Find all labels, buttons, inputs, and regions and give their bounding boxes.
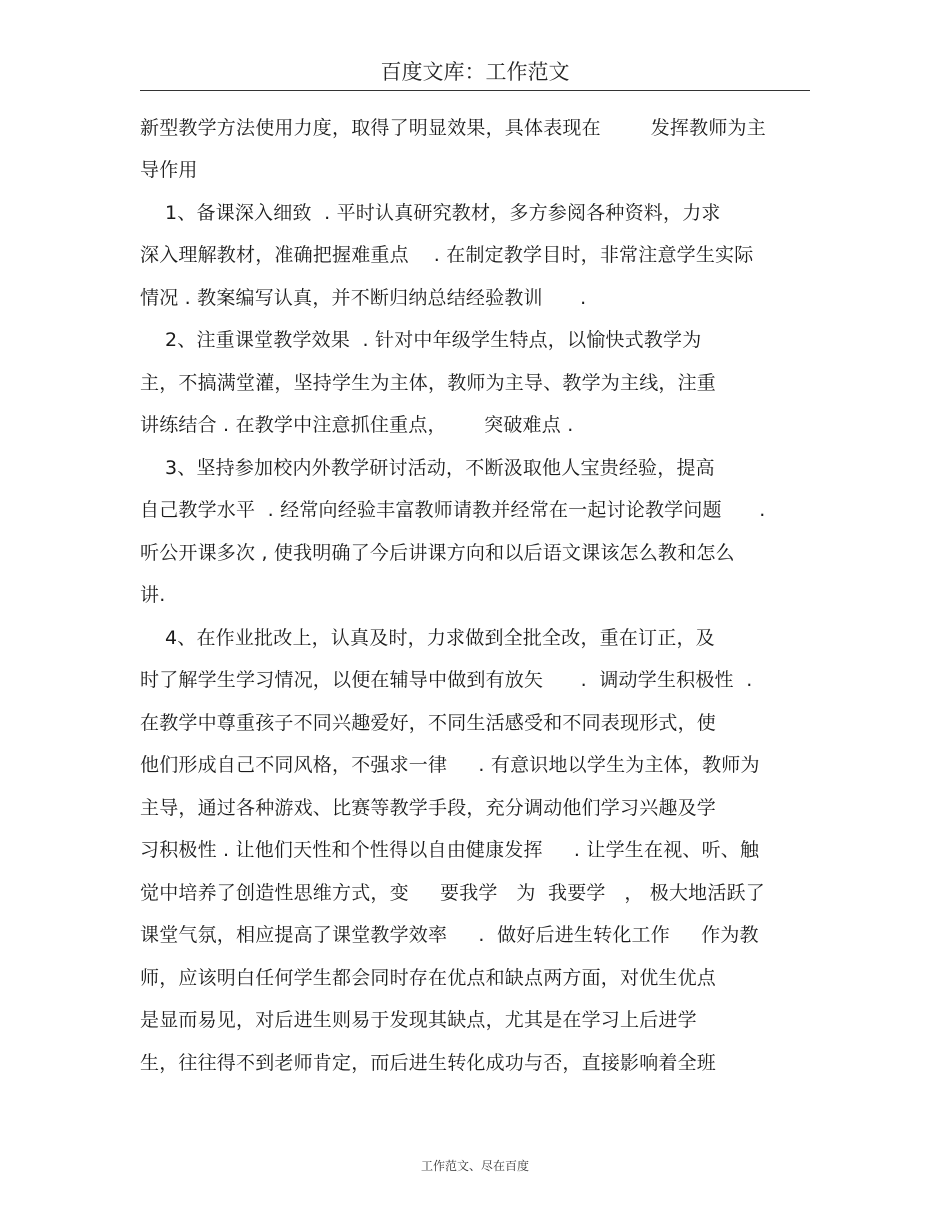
body-line: 情况 . 教案编写认真，并不断归纳总结经验教训 .: [140, 287, 587, 309]
body-line: 时了解学生学习情况，以便在辅导中做到有放矢 . 调动学生积极性 .: [140, 669, 753, 691]
body-line: 他们形成自己不同风格，不强求一律 . 有意识地以学生为主体，教师为: [140, 754, 760, 776]
body-line: 觉中培养了创造性思维方式，变 要我学 为 我要学 ， 极大地活跃了: [140, 882, 765, 904]
body-line: 习积极性 . 让他们天性和个性得以自由健康发挥 . 让学生在视、听、触: [140, 839, 760, 861]
body-line: 自己教学水平 . 经常向经验丰富教师请教并经常在一起讨论教学问题 .: [140, 499, 766, 521]
body-line: 讲练结合 . 在教学中注意抓住重点， 突破难点 .: [140, 414, 574, 436]
body-line: 导作用: [140, 159, 198, 181]
body-line: 1、备课深入细致 . 平时认真研究教材，多方参阅各种资料，力求: [140, 202, 721, 224]
page-footer-text: 工作范文、尽在百度: [420, 1159, 529, 1173]
body-line: 是显而易见，对后进生则易于发现其缺点，尤其是在学习上后进学: [140, 1009, 697, 1031]
body-line: 听公开课多次 , 使我明确了今后讲课方向和以后语文课该怎么教和怎么: [140, 542, 735, 564]
body-line: 2、注重课堂教学效果 . 针对中年级学生特点，以愉快式教学为: [140, 329, 702, 351]
body-line: 主，不搞满堂灌，坚持学生为主体，教师为主导、教学为主线，注重: [140, 372, 717, 394]
body-line: 4、在作业批改上，认真及时，力求做到全批全改，重在订正，及: [140, 627, 715, 649]
page-header-title: 百度文库：工作范文: [380, 60, 570, 84]
body-line: 课堂气氛，相应提高了课堂教学效率 . 做好后进生转化工作 作为教: [140, 924, 759, 946]
body-line: 在教学中尊重孩子不同兴趣爱好，不同生活感受和不同表现形式，使: [140, 712, 717, 734]
header-divider: [140, 90, 810, 91]
body-line: 主导，通过各种游戏、比赛等教学手段，充分调动他们学习兴趣及学: [140, 797, 717, 819]
body-line: 3、坚持参加校内外教学研讨活动，不断汲取他人宝贵经验，提高: [140, 457, 715, 479]
body-line: 讲.: [140, 584, 166, 606]
body-line: 深入理解教材，准确把握难重点 . 在制定教学目时，非常注意学生实际: [140, 244, 754, 266]
body-line: 生，往往得不到老师肯定，而后进生转化成功与否，直接影响着全班: [140, 1052, 717, 1074]
body-line: 新型教学方法使用力度，取得了明显效果，具体表现在 发挥教师为主: [140, 117, 766, 139]
body-line: 师，应该明白任何学生都会同时存在优点和缺点两方面，对优生优点: [140, 967, 717, 989]
